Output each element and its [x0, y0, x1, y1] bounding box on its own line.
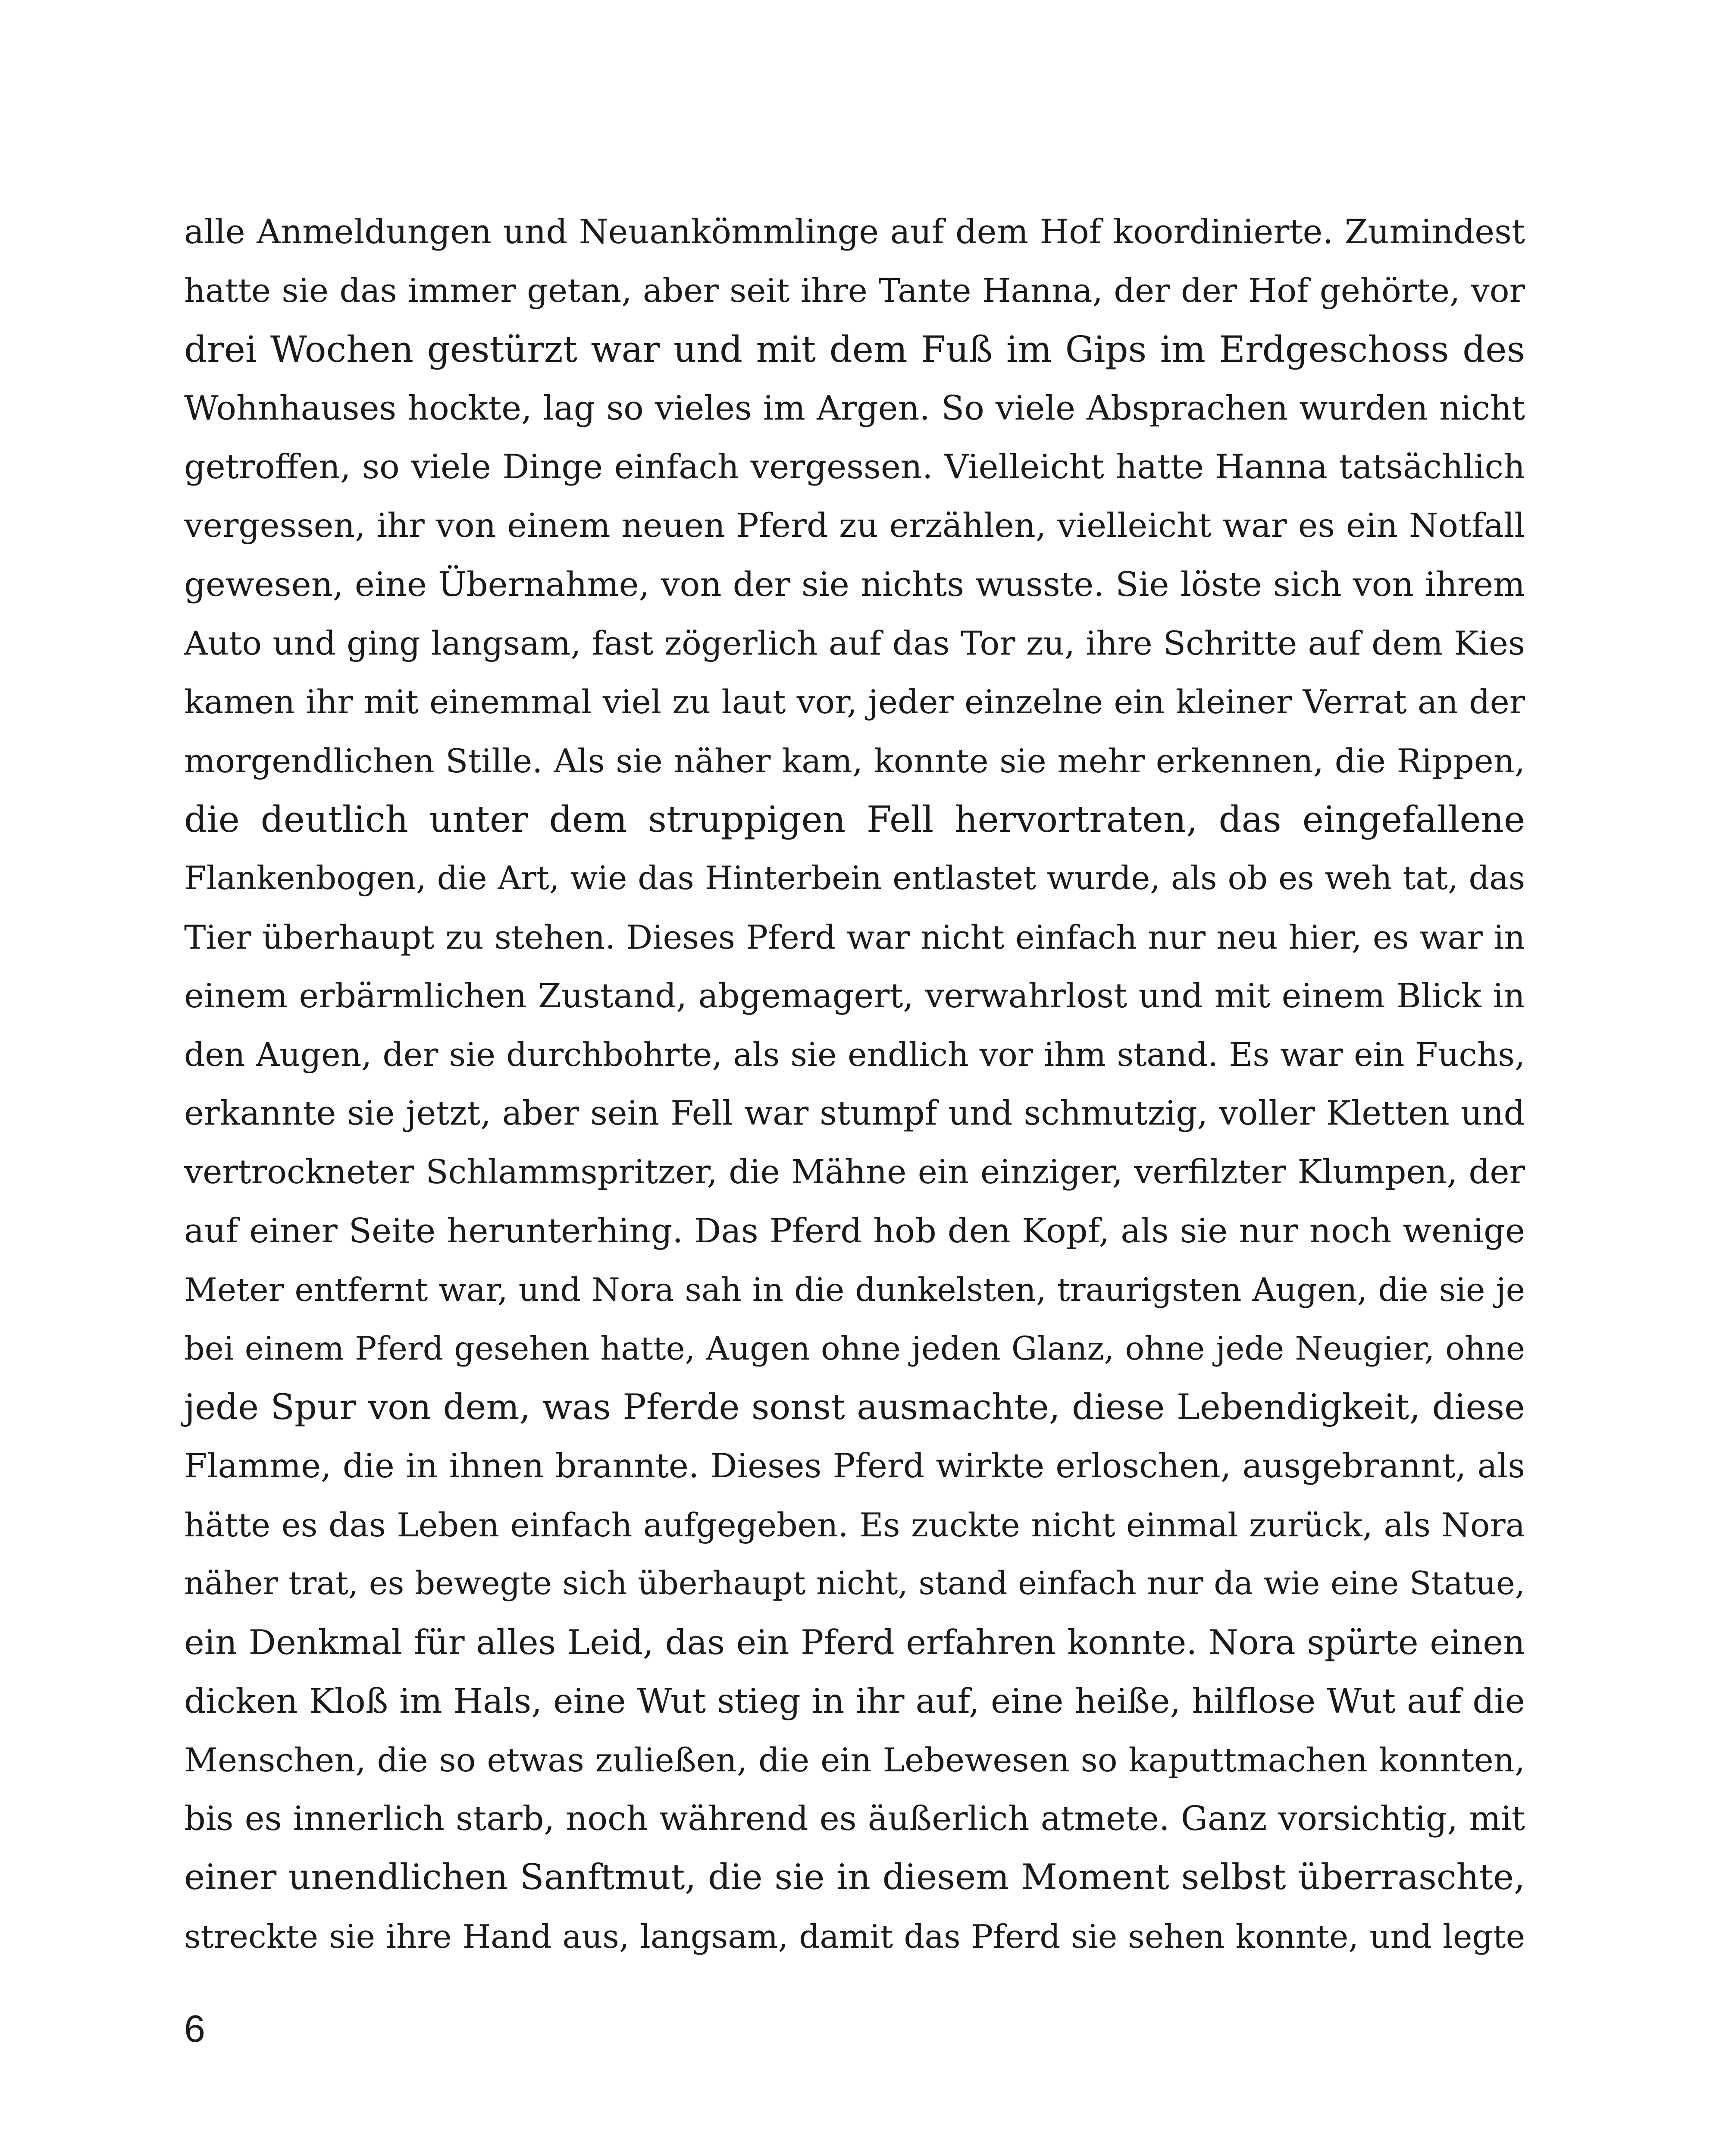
- text-line-12: Flankenbogen, die Art, wie das Hinterbein entlastet wurde, als ob es weh tat, das: [184, 859, 1525, 897]
- text-line-19: Meter entfernt war, und Nora sah in die dunkelsten, traurigsten Augen, die sie je: [184, 1271, 1525, 1309]
- text-line-4: Wohnhauses hockte, lag so vieles im Argen. So viele Absprachen wurden nicht: [184, 389, 1525, 428]
- text-line-16: erkannte sie jetzt, aber sein Fell war stumpf und schmutzig, voller Kletten und: [184, 1094, 1525, 1133]
- text-line-24: näher trat, es bewegte sich überhaupt nicht, stand einfach nur da wie eine Statue,: [184, 1565, 1525, 1602]
- text-line-27: Menschen, die so etwas zuließen, die ein Lebewesen so kaputtmachen konnten,: [184, 1740, 1525, 1779]
- text-line-20: bei einem Pferd gesehen hatte, Augen ohne jeden Glanz, ohne jede Neugier, ohne: [184, 1329, 1525, 1367]
- text-line-5: getroffen, so viele Dinge einfach vergessen. Vielleicht hatte Hanna tatsächlich: [184, 448, 1525, 487]
- text-line-8: Auto und ging langsam, fast zögerlich auf das Tor zu, ihre Schritte auf dem Kies: [184, 624, 1525, 663]
- text-line-29: einer unendlichen Sanftmut, die sie in diesem Moment selbst überraschte,: [184, 1857, 1525, 1898]
- text-line-2: hatte sie das immer getan, aber seit ihre Tante Hanna, der der Hof gehörte, vor: [184, 271, 1525, 310]
- text-line-28: bis es innerlich starb, noch während es äußerlich atmete. Ganz vorsichtig, mit: [184, 1799, 1525, 1839]
- text-line-11: die deutlich unter dem struppigen Fell hervortraten, das eingefallene: [184, 798, 1525, 840]
- text-line-14: einem erbärmlichen Zustand, abgemagert, verwahrlost und mit einem Blick in: [184, 976, 1525, 1015]
- text-line-7: gewesen, eine Übernahme, von der sie nichts wusste. Sie löste sich von ihrem: [184, 565, 1525, 604]
- text-line-21: jede Spur von dem, was Pferde sonst ausmachte, diese Lebendigkeit, diese: [184, 1387, 1525, 1428]
- text-line-3: drei Wochen gestürzt war und mit dem Fuß im Gips im Erdgeschoss des: [184, 328, 1525, 370]
- text-line-9: kamen ihr mit einemmal viel zu laut vor, jeder einzelne ein kleiner Verrat an der: [184, 683, 1525, 721]
- text-line-13: Tier überhaupt zu stehen. Dieses Pferd war nicht einfach nur neu hier, es war in: [184, 918, 1525, 956]
- text-line-18: auf einer Seite herunterhing. Das Pferd hob den Kopf, als sie nur noch wenige: [184, 1212, 1525, 1251]
- text-line-15: den Augen, der sie durchbohrte, als sie endlich vor ihm stand. Es war ein Fuchs,: [184, 1036, 1525, 1074]
- text-line-17: vertrockneter Schlammspritzer, die Mähne ein einziger, verfilzter Klumpen, der: [184, 1153, 1525, 1191]
- text-line-30: streckte sie ihre Hand aus, langsam, damit das Pferd sie sehen konnte, und legte: [184, 1917, 1525, 1955]
- text-line-10: morgendlichen Stille. Als sie näher kam, konnte sie mehr erkennen, die Rippen,: [184, 741, 1525, 780]
- text-line-6: vergessen, ihr von einem neuen Pferd zu erzählen, vielleicht war es ein Notfall: [184, 506, 1525, 545]
- text-line-22: Flamme, die in ihnen brannte. Dieses Pferd wirkte erloschen, ausgebrannt, als: [184, 1447, 1525, 1486]
- text-line-25: ein Denkmal für alles Leid, das ein Pferd erfahren konnte. Nora spürte einen: [184, 1623, 1525, 1663]
- text-line-1: alle Anmeldungen und Neuankömmlinge auf dem Hof koordinierte. Zumindest: [184, 213, 1525, 251]
- text-line-23: hätte es das Leben einfach aufgegeben. Es zuckte nicht einmal zurück, als Nora: [184, 1506, 1525, 1544]
- text-line-26: dicken Kloß im Hals, eine Wut stieg in ihr auf, eine heiße, hilflose Wut auf die: [184, 1681, 1525, 1721]
- page-number: 6: [184, 2007, 205, 2050]
- body-text: [184, 203, 1525, 1966]
